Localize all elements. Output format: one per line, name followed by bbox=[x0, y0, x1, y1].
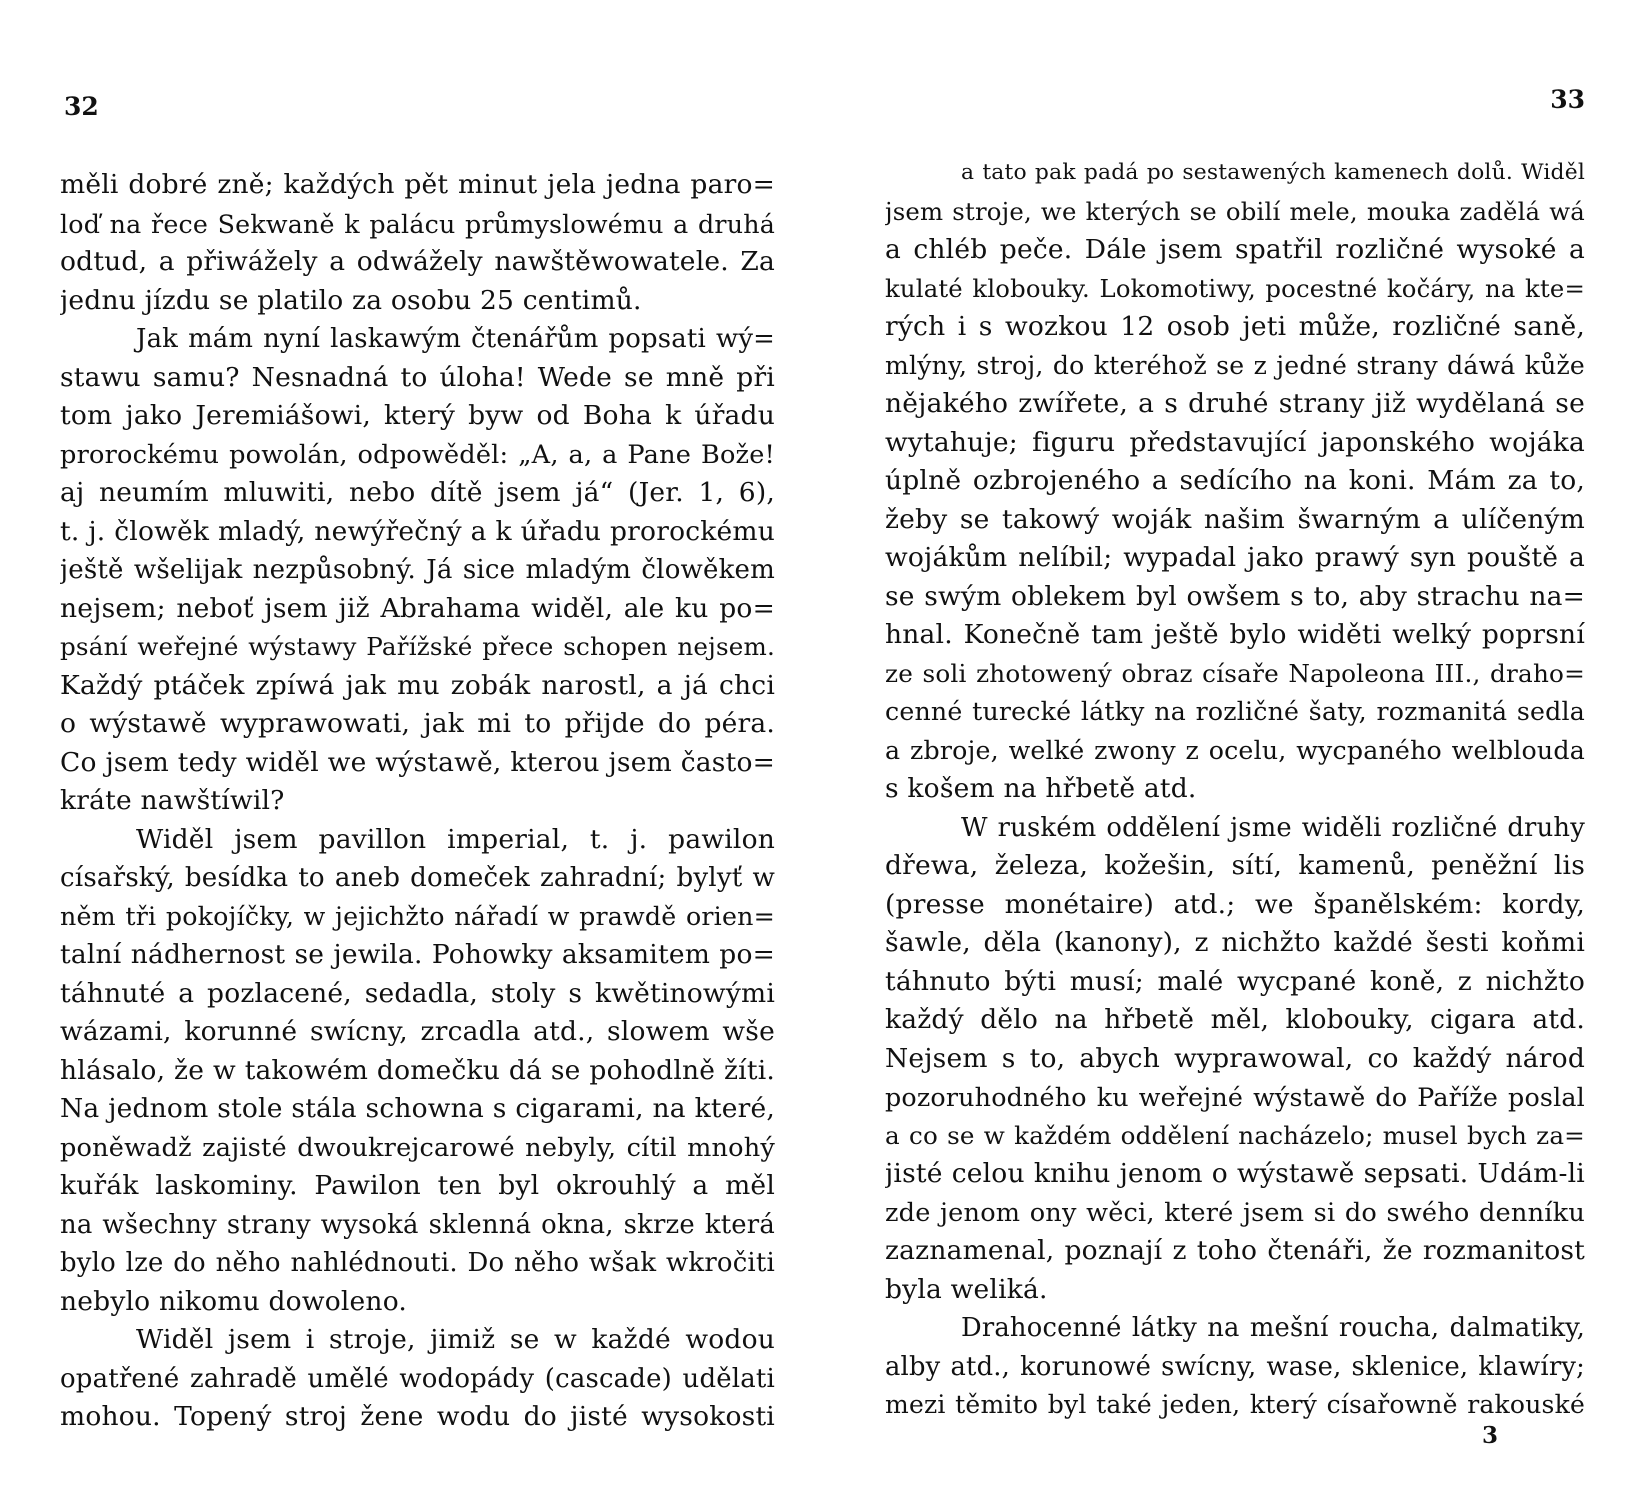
text-line: cenné turecké látky na rozličné šaty, rozmanitá sedla bbox=[885, 697, 1585, 726]
text-line: tom jako Jeremiášowi, který byw od Boha k úřadu bbox=[60, 400, 775, 431]
text-line: táhnuté a pozlacené, sedadla, stoly s kwětinowými bbox=[60, 977, 775, 1009]
signature-mark: 3 bbox=[1481, 1422, 1498, 1449]
text-line: císařský, besídka to aneb domeček zahradní; bylyť w bbox=[60, 863, 775, 893]
text-line: loď na řece Sekwaně k palácu průmyslowému a druhá bbox=[60, 208, 775, 239]
text-line: hnal. Konečně tam ještě bylo widěti welký poprsní bbox=[885, 619, 1585, 650]
text-line: každý dělo na hřbetě měl, klobouky, cigara atd. bbox=[885, 1004, 1585, 1035]
page-number: 32 bbox=[64, 92, 99, 121]
right-page bbox=[885, 0, 1585, 1500]
text-line: wojákům nelíbil; wypadal jako prawý syn pouště a bbox=[885, 542, 1585, 573]
text-line: dřewa, železa, kožešin, sítí, kamenů, peněžní lis bbox=[885, 850, 1585, 881]
text-line: talní nádhernost se jewila. Pohowky aksamitem po= bbox=[60, 939, 775, 970]
text-line: mlýny, stroj, do kteréhož se z jedné strany dáwá kůže bbox=[885, 350, 1585, 380]
text-line: ještě wšelijak nezpůsobný. Já sice mladým člowěkem bbox=[60, 555, 775, 585]
text-line: psání weřejné wýstawy Pařížské přece schopen nejsem. bbox=[60, 632, 775, 661]
text-line: opatřené zahradě umělé wodopády (cascade) udělati bbox=[60, 1363, 775, 1394]
text-line: mohou. Topený stroj žene wodu do jisté wysokosti bbox=[60, 1401, 775, 1432]
text-line: stawu samu? Nesnadná to úloha! Wede se mně při bbox=[60, 361, 775, 393]
text-line: Jak mám nyní laskawým čtenářům popsati wý= bbox=[136, 324, 775, 354]
text-line: Každý ptáček zpíwá jak mu zobák narostl, a já chci bbox=[60, 669, 775, 701]
text-line: wázami, korunné swícny, zrcadla atd., slowem wše bbox=[60, 1016, 775, 1047]
text-line: žeby se takowý woják našim šwarným a ulíčeným bbox=[885, 503, 1585, 535]
text-line: nebylo nikomu dowoleno. bbox=[60, 1285, 408, 1317]
text-line: kulaté klobouky. Lokomotiwy, pocestné kočáry, na kte= bbox=[885, 273, 1585, 303]
text-line: nejsem; neboť jsem již Abrahama widěl, ale ku po= bbox=[60, 592, 775, 624]
text-line: táhnuto býti musí; malé wycpané koně, z nichžto bbox=[885, 965, 1585, 997]
text-line: úplně ozbrojeného a sedícího na koni. Mám za to, bbox=[885, 465, 1585, 496]
text-line: Drahocenné látky na mešní roucha, dalmatiky, bbox=[961, 1313, 1585, 1343]
text-line: Na jednom stole stála schowna s cigarami, na které, bbox=[60, 1093, 775, 1124]
text-line: prorockému powolán, odpowěděl: „A, a, a Pane Bože! bbox=[60, 439, 775, 470]
text-line: pozoruhodného ku weřejné wýstawě do Paříže poslal bbox=[885, 1082, 1585, 1112]
text-line: (presse monétaire) atd.; we španělském: kordy, bbox=[885, 888, 1585, 920]
text-line: odtud, a přiwážely a odwážely nawštěwowatele. Za bbox=[60, 246, 775, 277]
text-line: o wýstawě wyprawowati, jak mi to přijde do péra. bbox=[60, 708, 775, 739]
text-line: ze soli zhotowený obraz císaře Napoleona III., draho= bbox=[885, 658, 1585, 688]
text-line: zaznamenal, poznají z toho čtenáři, že rozmanitost bbox=[885, 1235, 1585, 1266]
text-line: poněwadž zajisté dwoukrejcarowé nebyly, cítil mnohý bbox=[60, 1132, 775, 1163]
text-line: jisté celou knihu jenom o wýstawě sepsati. Udám-li bbox=[885, 1158, 1585, 1189]
left-page bbox=[60, 0, 775, 1500]
text-line: kuřák laskominy. Pawilon ten byl okrouhlý a měl bbox=[60, 1170, 775, 1201]
text-line: bylo lze do něho nahlédnouti. Do něho wšak wkročiti bbox=[60, 1248, 775, 1278]
text-line: nějakého zwířete, a s druhé strany již wydělaná se bbox=[885, 388, 1585, 419]
text-line: jednu jízdu se platilo za osobu 25 centimů. bbox=[60, 284, 642, 316]
text-line: Widěl jsem pavillon imperial, t. j. pawilon bbox=[136, 823, 775, 855]
text-line: mezi těmito byl také jeden, který císařowně rakouské bbox=[885, 1390, 1585, 1419]
text-line: a tato pak padá po sestawených kamenech dolů. Widěl bbox=[961, 160, 1585, 185]
text-line: t. j. člowěk mladý, newýřečný a k úřadu prorockému bbox=[60, 515, 775, 547]
text-line: rých i s wozkou 12 osob jeti může, rozličné saně, bbox=[885, 311, 1585, 342]
text-line: na wšechny strany wysoká sklenná okna, skrze která bbox=[60, 1209, 775, 1240]
text-line: něm tři pokojíčky, w jejichžto nářadí w prawdě orien= bbox=[60, 901, 775, 931]
text-line: byla weliká. bbox=[885, 1273, 1048, 1305]
text-line: hlásalo, že w takowém domečku dá se pohodlně žíti. bbox=[60, 1054, 775, 1086]
page-number: 33 bbox=[1550, 85, 1585, 114]
page-body-text bbox=[885, 154, 1585, 1425]
text-line: alby atd., korunowé swícny, wase, sklenice, klawíry; bbox=[885, 1351, 1585, 1382]
text-line: jsem stroje, we kterých se obilí mele, mouka zadělá wá bbox=[885, 196, 1585, 226]
text-line: Widěl jsem i stroje, jimiž se w každé wodou bbox=[136, 1324, 775, 1355]
page-body-text bbox=[60, 166, 775, 1437]
text-line: a zbroje, welké zwony z ocelu, wycpaného welblouda bbox=[885, 735, 1585, 765]
text-line: Co jsem tedy widěl we wýstawě, kterou jsem často= bbox=[60, 746, 775, 778]
text-line: měli dobré zně; každých pět minut jela jedna paro= bbox=[60, 169, 775, 200]
text-line: kráte nawštíwil? bbox=[60, 785, 285, 816]
text-line: aj neumím mluwiti, nebo dítě jsem já“ (Jer. 1, 6), bbox=[60, 477, 775, 508]
text-line: šawle, děla (kanony), z nichžto každé šesti koňmi bbox=[885, 927, 1585, 958]
text-line: W ruském oddělení jsme widěli rozličné druhy bbox=[961, 812, 1585, 843]
text-line: se swým oblekem byl owšem s to, aby strachu na= bbox=[885, 580, 1585, 612]
text-line: zde jenom ony wěci, které jsem si do swého denníku bbox=[885, 1197, 1585, 1228]
text-line: a chléb peče. Dále jsem spatřil rozličné wysoké a bbox=[885, 234, 1585, 265]
text-line: wytahuje; figuru představující japonského wojáka bbox=[885, 426, 1585, 458]
text-line: a co se w každém oddělení nacházelo; musel bych za= bbox=[885, 1120, 1585, 1150]
text-line: s košem na hřbetě atd. bbox=[885, 773, 1197, 804]
text-line: Nejsem s to, abych wyprawowal, co každý národ bbox=[885, 1042, 1585, 1074]
